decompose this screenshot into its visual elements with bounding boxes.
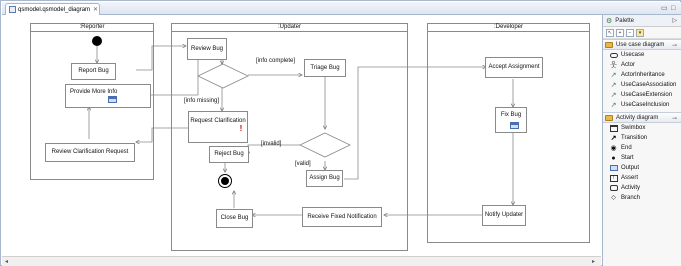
close-tab-icon[interactable]: ✕ [93,7,99,13]
assert-icon: ! [239,124,243,133]
swimlane-title-developer: :Developer [428,24,589,32]
zoom-out-icon[interactable]: − [626,29,634,37]
swimlane-title-updater: :Updater [172,24,407,32]
swimbox-icon [609,124,618,132]
activity-receive-fixed-notification[interactable]: Receive Fixed Notification [302,207,382,227]
transition-icon: ↗ [610,134,617,142]
select-tool-icon[interactable]: ↖ [607,29,613,36]
usecase-icon [609,51,618,59]
palette-panel [602,15,681,266]
palette-item-usecaseinclusion[interactable] [603,100,681,110]
palette-item-swimbox[interactable] [603,123,681,133]
zoom-in-icon[interactable]: + [616,29,624,37]
palette-item-label: Actor [621,62,636,68]
branch-icon: ◇ [611,194,616,201]
drawer-label: Use case diagram [616,41,665,48]
palette-item-actor[interactable] [603,60,681,70]
palette-title: Palette [615,17,634,24]
palette-item-activity[interactable] [603,183,681,193]
palette-item-assert[interactable] [603,173,681,183]
label-valid: [valid] [295,161,311,167]
palette-tools [603,27,681,39]
palette-item-label: Branch [621,195,641,201]
output-icon [609,164,618,172]
tab-label: qsmodel.qsmodel_diagram [18,6,91,13]
palette-item-label: Usecase [621,52,645,58]
diagram-file-icon [9,6,16,13]
palette-item-label: Output [621,165,640,171]
minimize-icon[interactable]: ▭ [661,5,668,12]
palette-item-output[interactable] [603,163,681,173]
tab-bar [2,2,681,15]
tab-qsmodel-diagram[interactable] [5,3,100,15]
start-icon: ● [611,154,616,162]
palette-item-transition[interactable] [603,133,681,143]
collapse-palette-icon[interactable]: ▷ [672,18,677,24]
folder-icon [605,42,613,48]
note-tool-icon[interactable]: ▾ [636,29,644,37]
palette-item-end[interactable] [603,143,681,153]
palette-icon: ⚙ [606,17,613,25]
palette-item-actorinheritance[interactable] [603,70,681,80]
arrow-icon: ↗ [610,81,617,89]
diagram-canvas[interactable] [2,15,601,256]
pin-icon[interactable]: ⊸ [671,116,677,122]
arrow-icon: ↗ [610,91,617,99]
folder-icon [605,115,613,121]
palette-item-usecase[interactable] [603,50,681,60]
arrow-icon: ↗ [610,101,617,109]
activity-assign-bug[interactable]: Assign Bug [306,170,343,187]
scroll-left-icon[interactable]: ◂ [5,259,9,265]
label-invalid: [invalid] [261,141,282,147]
label-info-complete: [info complete] [256,58,296,64]
activity-accept-assignment[interactable]: Accept Assignment [485,57,543,78]
activity-reject-bug[interactable]: Reject Bug [209,146,249,163]
actor-icon: 웃 [610,61,617,69]
output-icon [108,96,117,103]
maximize-icon[interactable]: □ [671,5,676,12]
output-icon [510,122,519,129]
activity-provide-more-info-label: Provide More Info [70,89,118,95]
drawer-use-case-diagram[interactable] [603,39,681,50]
pin-icon[interactable]: ⊸ [671,43,677,49]
activity-triage-bug[interactable]: Triage Bug [304,59,346,77]
palette-item-label: End [621,145,632,151]
swimlane-title-reporter: :Reporter [31,24,153,32]
palette-item-label: Start [621,155,634,161]
label-info-missing: [info missing] [184,98,220,104]
palette-item-label: Assert [621,175,639,181]
activity-fix-bug[interactable] [495,107,527,133]
activity-icon [609,184,618,192]
palette-item-label: Swimbox [621,125,646,131]
activity-review-clarification-request[interactable]: Review Clarification Request [45,143,135,162]
horizontal-scrollbar[interactable] [2,256,601,266]
palette-item-label: UseCaseExtension [621,92,673,98]
palette-item-usecaseassociation[interactable] [603,80,681,90]
palette-item-label: Transition [621,135,648,141]
activity-request-clarification-label: Request Clarification [190,118,246,124]
activity-notify-updater[interactable]: Notify Updater [482,205,526,226]
drawer-label: Activity diagram [616,114,659,121]
drawer-activity-diagram[interactable] [603,112,681,123]
palette-item-branch[interactable] [603,193,681,203]
end-icon: ◉ [610,144,617,152]
activity-fix-bug-label: Fix Bug [500,112,522,118]
activity-review-bug[interactable]: Review Bug [187,38,227,60]
activity-request-clarification[interactable] [188,111,248,143]
palette-item-label: ActorInheritance [621,72,665,78]
activity-report-bug[interactable]: Report Bug [71,63,116,80]
activity-close-bug[interactable]: Close Bug [216,209,253,228]
palette-item-label: UseCaseInclusion [621,102,670,108]
activity-provide-more-info[interactable] [65,84,151,108]
palette-item-label: UseCaseAssociation [621,82,677,88]
palette-item-label: Activity [621,185,641,191]
arrow-icon: ↗ [610,71,617,79]
palette-item-usecaseextension[interactable] [603,90,681,100]
scroll-right-icon[interactable]: ▸ [592,259,596,265]
palette-header[interactable] [603,15,681,27]
palette-item-start[interactable] [603,153,681,163]
assert-icon: ! [609,174,618,182]
